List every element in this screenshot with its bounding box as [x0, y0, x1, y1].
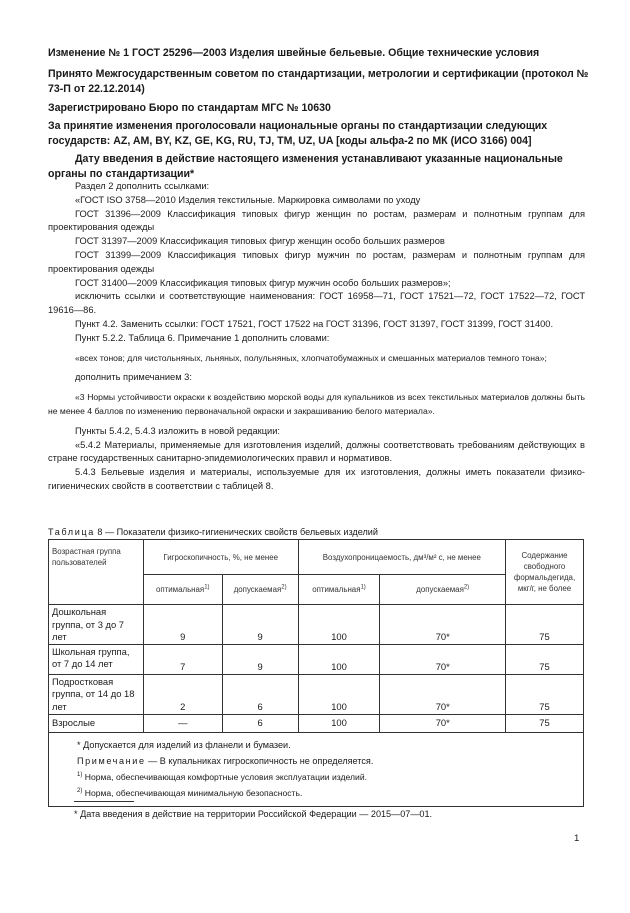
table-notes: [49, 732, 584, 806]
footnote: * Дата введения в действие на территории Российской Федерации — 2015—07—01.: [74, 809, 433, 819]
note-1-addition: «всех тонов; для чистольняных, льняных, полульняных, хлопчатобумажных и смешанных материалов темного тона»;: [75, 352, 547, 363]
note-primechanie: Примечание — В купальниках гигроскопичность не определяется.: [77, 755, 374, 766]
ref-gost-31400: ГОСТ 31400—2009 Классификация типовых фигур мужчин особо больших размеров»;: [75, 277, 451, 288]
note-1: $^{1)}$ Норма, обеспечивающая комфортные условия эксплуатации изделий.: [77, 771, 368, 782]
note-3-text: «3 Нормы устойчивости окраски к воздействию морской воды для купальников из всех текстильных материалов должны быть не менее 4 баллов по изменению первоначальной окраски и закрашиванию белого материала».: [48, 392, 585, 416]
table-caption: [48, 527, 378, 537]
page-number: 1: [574, 833, 580, 844]
cell-value: 6: [222, 674, 298, 714]
cell-value: 70*: [380, 644, 506, 674]
cell-value: 100: [298, 605, 380, 645]
ref-gost-iso-3758: «ГОСТ ISO 3758—2010 Изделия текстильные. Маркировка символами по уходу: [75, 194, 421, 205]
col-air-permeability: Воздухопроницаемость, дм³/м² с, не менее: [298, 540, 505, 575]
col-hygro-allowed: допускаемая$^{2)}$: [222, 575, 298, 605]
ref-gost-31397: ГОСТ 31397—2009 Классификация типовых фигур женщин особо больших размеров: [75, 236, 445, 247]
cell-value: 75: [506, 605, 584, 645]
adoption-info: Принято Межгосударственным советом по стандартизации, метрологии и сертификации (протокол № 73-П от 22.12.2014): [48, 68, 589, 95]
cell-value: —: [143, 714, 222, 732]
clauses-5-4-intro: Пункты 5.4.2, 5.4.3 изложить в новой редакции:: [75, 425, 281, 436]
cell-value: 100: [298, 644, 380, 674]
footnote-divider: [74, 801, 134, 802]
voting-info: За принятие изменения проголосовали национальные органы по стандартизации следующих государств: AZ, AM, BY, KZ, GE, KG, RU, TJ, TM, UZ, UA [коды альфа-2 по МК (ИСО 3166) 004]: [48, 120, 548, 147]
col-age-group: Возрастная группа пользователей: [49, 540, 144, 605]
cell-value: 70*: [380, 714, 506, 732]
registration-info: Зарегистрировано Бюро по стандартам МГС № 10630: [48, 102, 331, 114]
table-caption-word: Таблица: [48, 527, 95, 537]
clause-5-4-2: «5.4.2 Материалы, применяемые для изготовления изделий, должны соответствовать требованиям действующих в стране государственных санитарно-эпидемиологических правил и нормативов.: [48, 439, 585, 464]
table-row: [49, 674, 584, 714]
effective-date-info: Дату введения в действие настоящего изменения устанавливают указанные национальные органы по стандартизации*: [48, 153, 563, 180]
cell-value: 75: [506, 644, 584, 674]
cell-value: 100: [298, 714, 380, 732]
row-group-label: Школьная группа, от 7 до 14 лет: [49, 644, 144, 674]
clause-5-2-2: Пункт 5.2.2. Таблица 6. Примечание 1 дополнить словами:: [75, 332, 330, 343]
amendment-header: [48, 46, 593, 182]
cell-value: 75: [506, 674, 584, 714]
amendment-title: Изменение № 1 ГОСТ 25296—2003 Изделия швейные бельевые. Общие технические условия: [48, 47, 540, 59]
table-8: [48, 539, 584, 807]
table-caption-text: 8 — Показатели физико-гигиенических свойств бельевых изделий: [97, 527, 378, 537]
cell-value: 6: [222, 714, 298, 732]
table-row: [49, 644, 584, 674]
clause-4-2: Пункт 4.2. Заменить ссылки: ГОСТ 17521, ГОСТ 17522 на ГОСТ 31396, ГОСТ 31397, ГОСТ 31399, ГОСТ 31400.: [75, 318, 554, 329]
col-hygroscopicity: Гигроскопичность, %, не менее: [143, 540, 298, 575]
table-row: [49, 605, 584, 645]
cell-value: 70*: [380, 605, 506, 645]
note-2: $^{2)}$ Норма, обеспечивающая минимальную безопасность.: [77, 787, 303, 798]
row-group-label: Дошкольная группа, от 3 до 7 лет: [49, 605, 144, 645]
ref-gost-31396: ГОСТ 31396—2009 Классификация типовых фигур женщин по ростам, размерам и полнотным группам для проектирования одежды: [48, 208, 585, 233]
cell-value: 7: [143, 644, 222, 674]
cell-value: 9: [222, 605, 298, 645]
amendment-body: [48, 180, 585, 494]
note-asterisk: * Допускается для изделий из фланели и бумазеи.: [77, 739, 291, 750]
row-group-label: Подростковая группа, от 14 до 18 лет: [49, 674, 144, 714]
cell-value: 100: [298, 674, 380, 714]
col-air-allowed: допускаемая$^{2)}$: [380, 575, 506, 605]
cell-value: 75: [506, 714, 584, 732]
table-header-row: [49, 540, 584, 575]
cell-value: 70*: [380, 674, 506, 714]
cell-value: 9: [143, 605, 222, 645]
exclude-references: исключить ссылки и соответствующие наименования: ГОСТ 16958—71, ГОСТ 17521—72, ГОСТ 17522—72, ГОСТ 19616—86.: [48, 291, 585, 316]
col-hygro-optimal: оптимальная$^{1)}$: [143, 575, 222, 605]
section-2-intro: Раздел 2 дополнить ссылками:: [75, 181, 210, 191]
clause-5-4-3: 5.4.3 Бельевые изделия и материалы, используемые для их изготовления, должны иметь показатели физико-гигиенических свойств в соответствии с таблицей 8.: [48, 467, 585, 491]
ref-gost-31399: ГОСТ 31399—2009 Классификация типовых фигур мужчин по ростам, размерам и полнотным группам для проектирования одежды: [48, 249, 585, 274]
table-notes-row: [49, 732, 584, 806]
col-air-optimal: оптимальная$^{1)}$: [298, 575, 380, 605]
add-note-3: дополнить примечанием 3:: [75, 372, 192, 383]
col-formaldehyde: Содержание свободного формальдегида, мкг/г, не более: [506, 540, 584, 605]
cell-value: 9: [222, 644, 298, 674]
row-group-label: Взрослые: [49, 714, 144, 732]
cell-value: 2: [143, 674, 222, 714]
table-row: [49, 714, 584, 732]
